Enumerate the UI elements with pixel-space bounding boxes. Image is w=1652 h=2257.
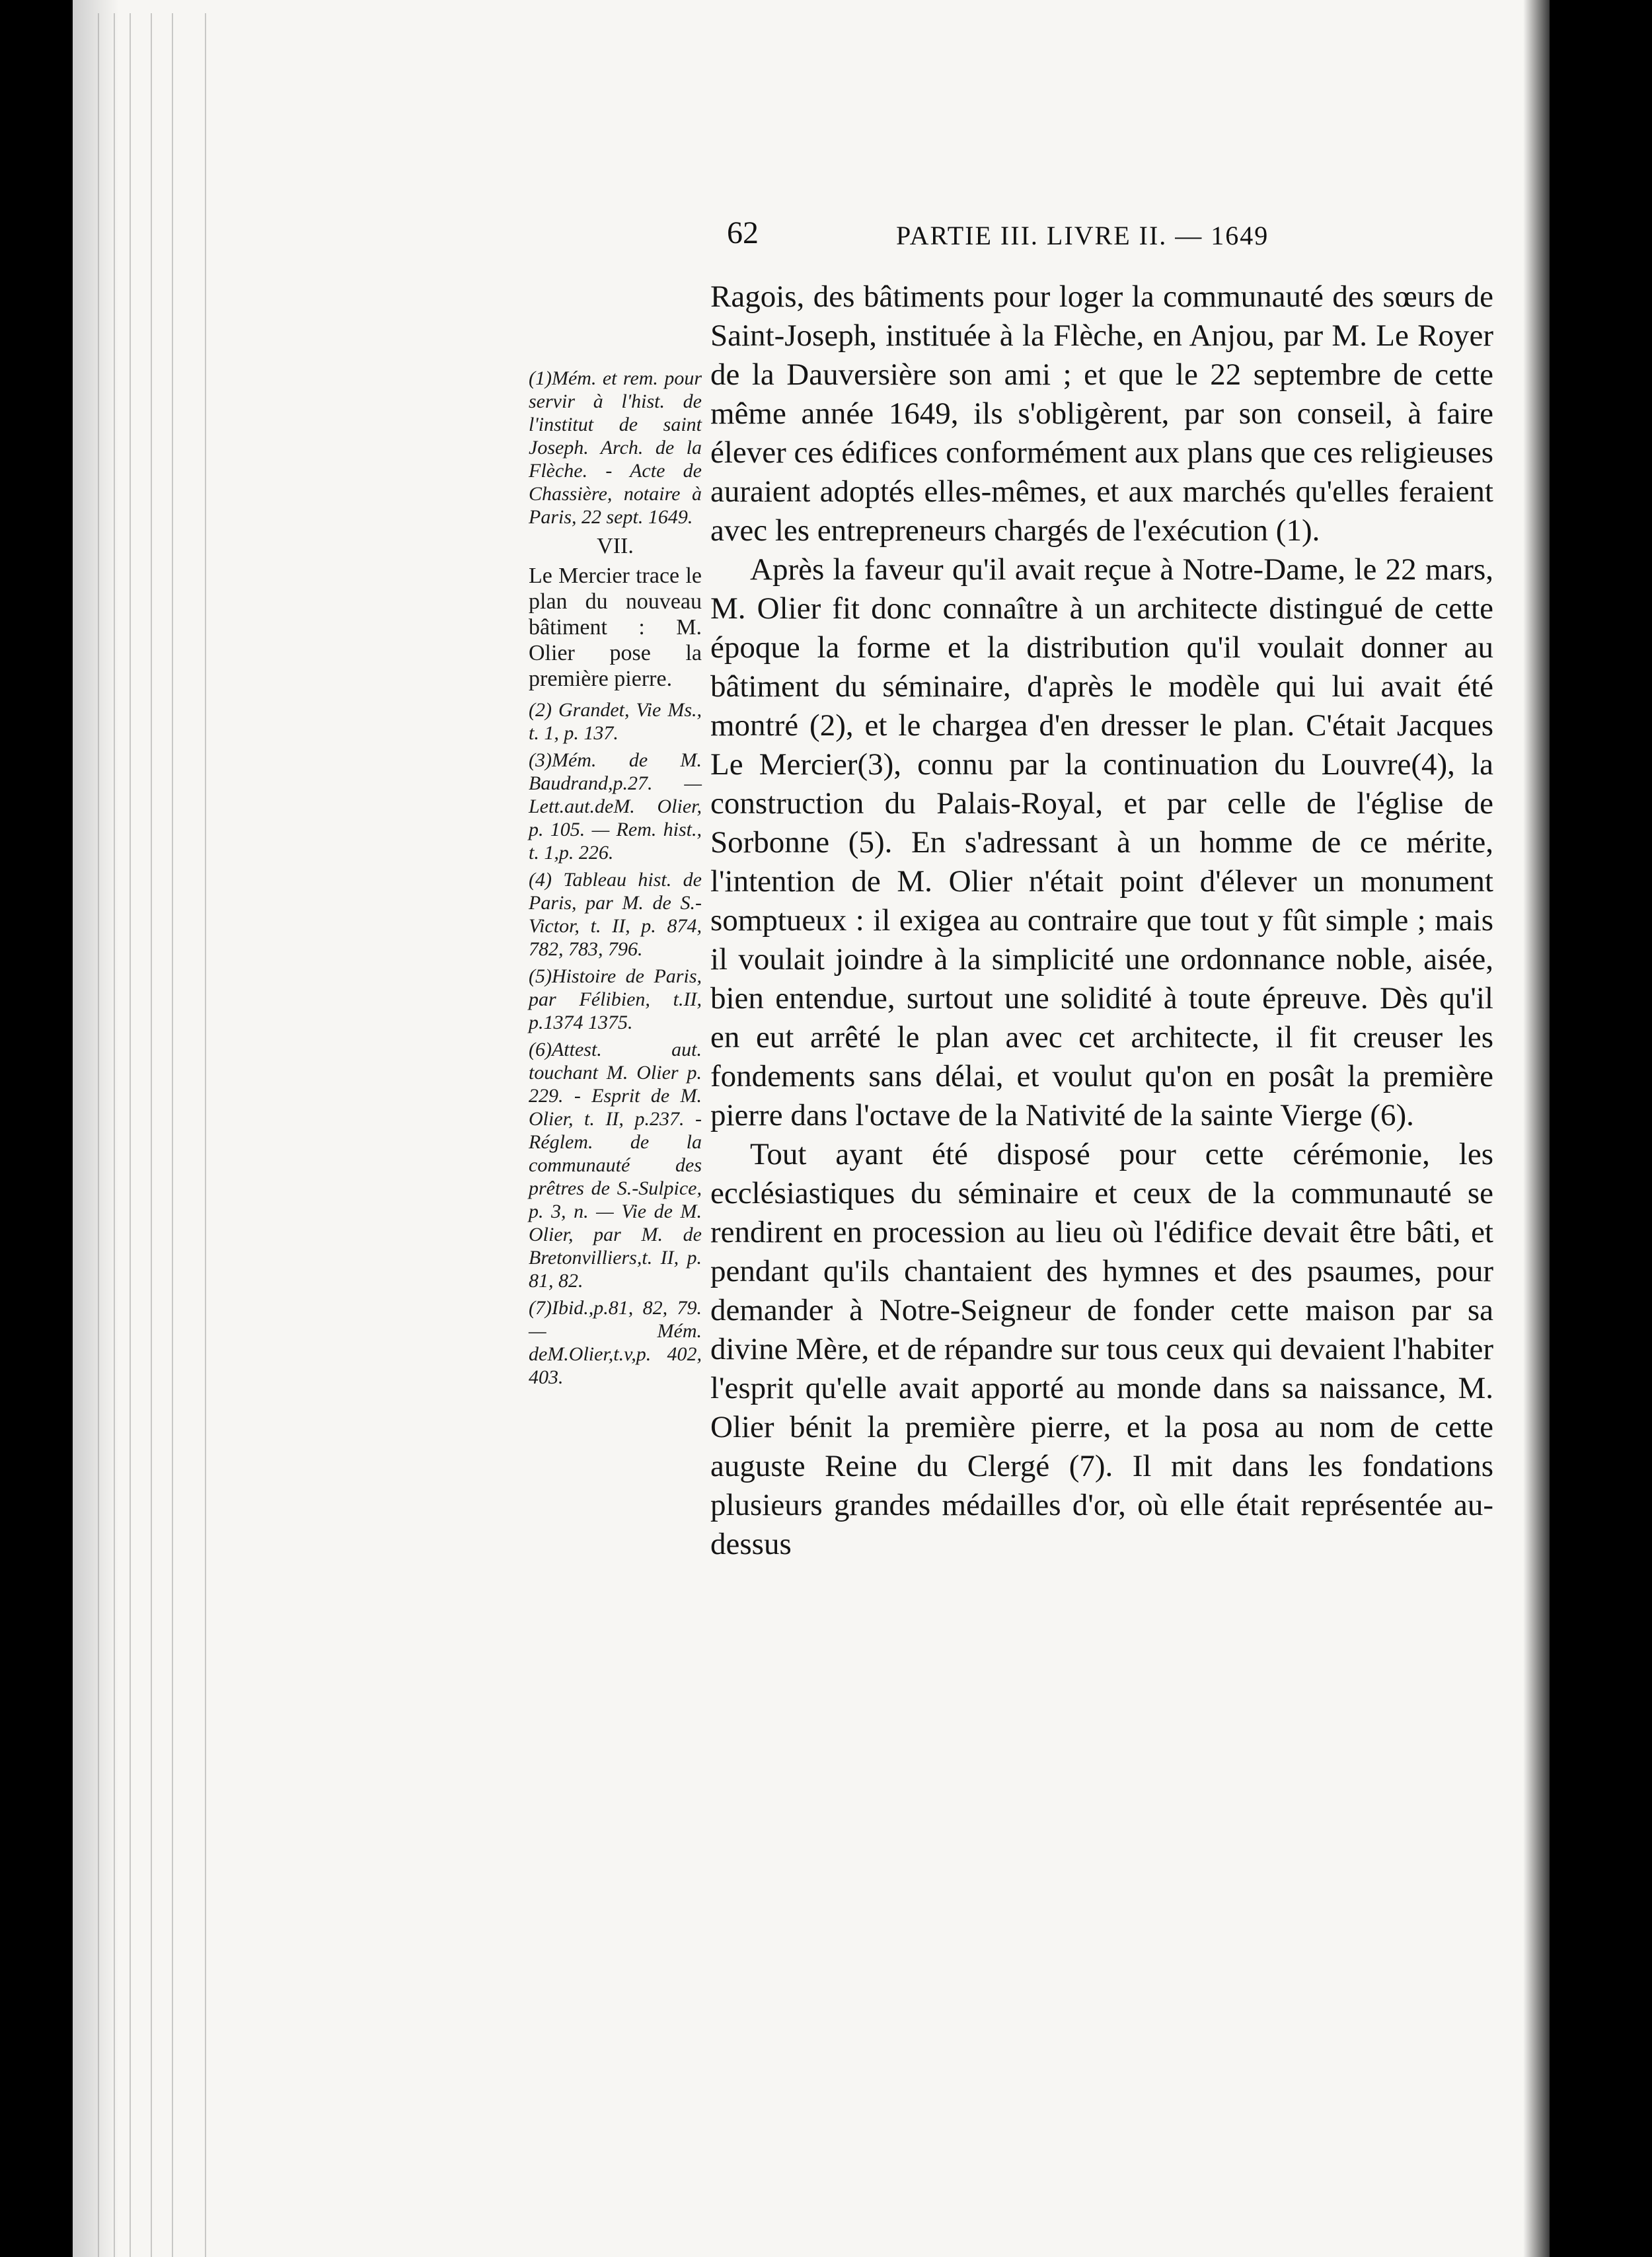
margin-note-2: (2) Grandet, Vie Ms., t. 1, p. 137. — [529, 699, 702, 744]
body-paragraph-3: Tout ayant été disposé pour cette cérémonie, les ecclésiastiques du séminaire et ceux de la communauté se rendirent en procession au lieu où l'édifice devait être bâti, et pendant qu'ils chantaient des hymnes et des psaumes, pour demander à Notre-Seigneur de fonder cette maison par sa divine Mère, et de répandre sur tous ceux qui devaient l'habiter l'esprit qu'elle avait apporté au monde dans sa naissance, M. Olier bénit la première pierre, et la posa au nom de cette auguste Reine du Clergé (7). Il mit dans les fondations plusieurs grandes médailles d'or, où elle était représentée au-dessus — [710, 1137, 1493, 1561]
section-summary: Le Mercier trace le plan du nouveau bâtiment : M. Olier pose la première pierre. — [529, 564, 702, 691]
page-edge — [151, 13, 152, 2257]
header-title: PARTIE III. LIVRE II. — 1649 — [896, 221, 1269, 250]
margin-note-6: (6)Attest. aut. touchant M. Olier p. 229. - Esprit de M. Olier, t. II, p.237. - Réglem. de la communauté des prêtres de S.-Sulpice, p. 3, n. — Vie de M. Olier, par M. de Bretonvilliers,t. II, p. 81, 82. — [529, 1039, 702, 1292]
margin-note-3: (3)Mém. de M. Baudrand,p.27. —Lett.aut.deM. Olier, p. 105. — Rem. hist., t. 1,p. 226. — [529, 749, 702, 864]
page-edge — [98, 13, 99, 2257]
margin-note-4: (4) Tableau hist. de Paris, par M. de S.-Victor, t. II, p. 874, 782, 783, 796. — [529, 869, 702, 960]
main-text-column — [710, 278, 1493, 1564]
margin-note-1: (1)Mém. et rem. pour servir à l'hist. de l'institut de saint Joseph. Arch. de la Flèche. - Acte de Chassière, notaire à Paris, 22 sept. 1649. — [529, 367, 702, 528]
page-edge — [172, 13, 173, 2257]
running-header — [727, 210, 1322, 256]
spine-shadow — [73, 0, 119, 2257]
margin-note-7: (7)Ibid.,p.81, 82, 79. — Mém. deM.Olier,t.v,p. 402, 403. — [529, 1297, 702, 1388]
page-number: 62 — [727, 215, 759, 250]
body-paragraph-1: Ragois, des bâtiments pour loger la communauté des sœurs de Saint-Joseph, instituée à la Flèche, en Anjou, par M. Le Royer de la Dauversière son ami ; et que le 22 septembre de cette même année 1649, ils s'obligèrent, par son conseil, à faire élever ces édifices conformément aux plans que ces religieuses auraient adoptés elles-mêmes, et aux marchés qu'elles feraient avec les entrepreneurs chargés de l'exécution (1). — [710, 279, 1493, 548]
body-paragraph-2: Après la faveur qu'il avait reçue à Notre-Dame, le 22 mars, M. Olier fit donc connaître à un architecte distingué de cette époque la forme et la distribution qu'il voulait donner au bâtiment du séminaire, d'après le modèle qui lui avait été montré (2), et le chargea d'en dresser le plan. C'était Jacques Le Mercier(3), connu par la continuation du Louvre(4), la construction du Palais-Royal, et par celle de l'église de Sorbonne (5). En s'adressant à un homme de ce mérite, l'intention de M. Olier n'était point d'élever un monument somptueux : il exigea au contraire que tout y fût simple ; mais il voulait joindre à la simplicité une ordonnance noble, aisée, bien entendue, surtout une solidité à toute épreuve. Dès qu'il en eut arrêté le plan avec cet architecte, il fit creuser les fondements sans délai, et voulut qu'on en posât la première pierre dans l'octave de la Nativité de la sainte Vierge (6). — [710, 552, 1493, 1132]
section-number: VII. — [597, 534, 634, 558]
page-edge — [114, 13, 115, 2257]
margin-notes — [529, 367, 702, 1393]
margin-note-5: (5)Histoire de Paris, par Félibien, t.II, p.1374 1375. — [529, 965, 702, 1033]
right-edge-shadow — [1523, 0, 1550, 2257]
page-edge — [205, 13, 206, 2257]
page-edge — [130, 13, 131, 2257]
